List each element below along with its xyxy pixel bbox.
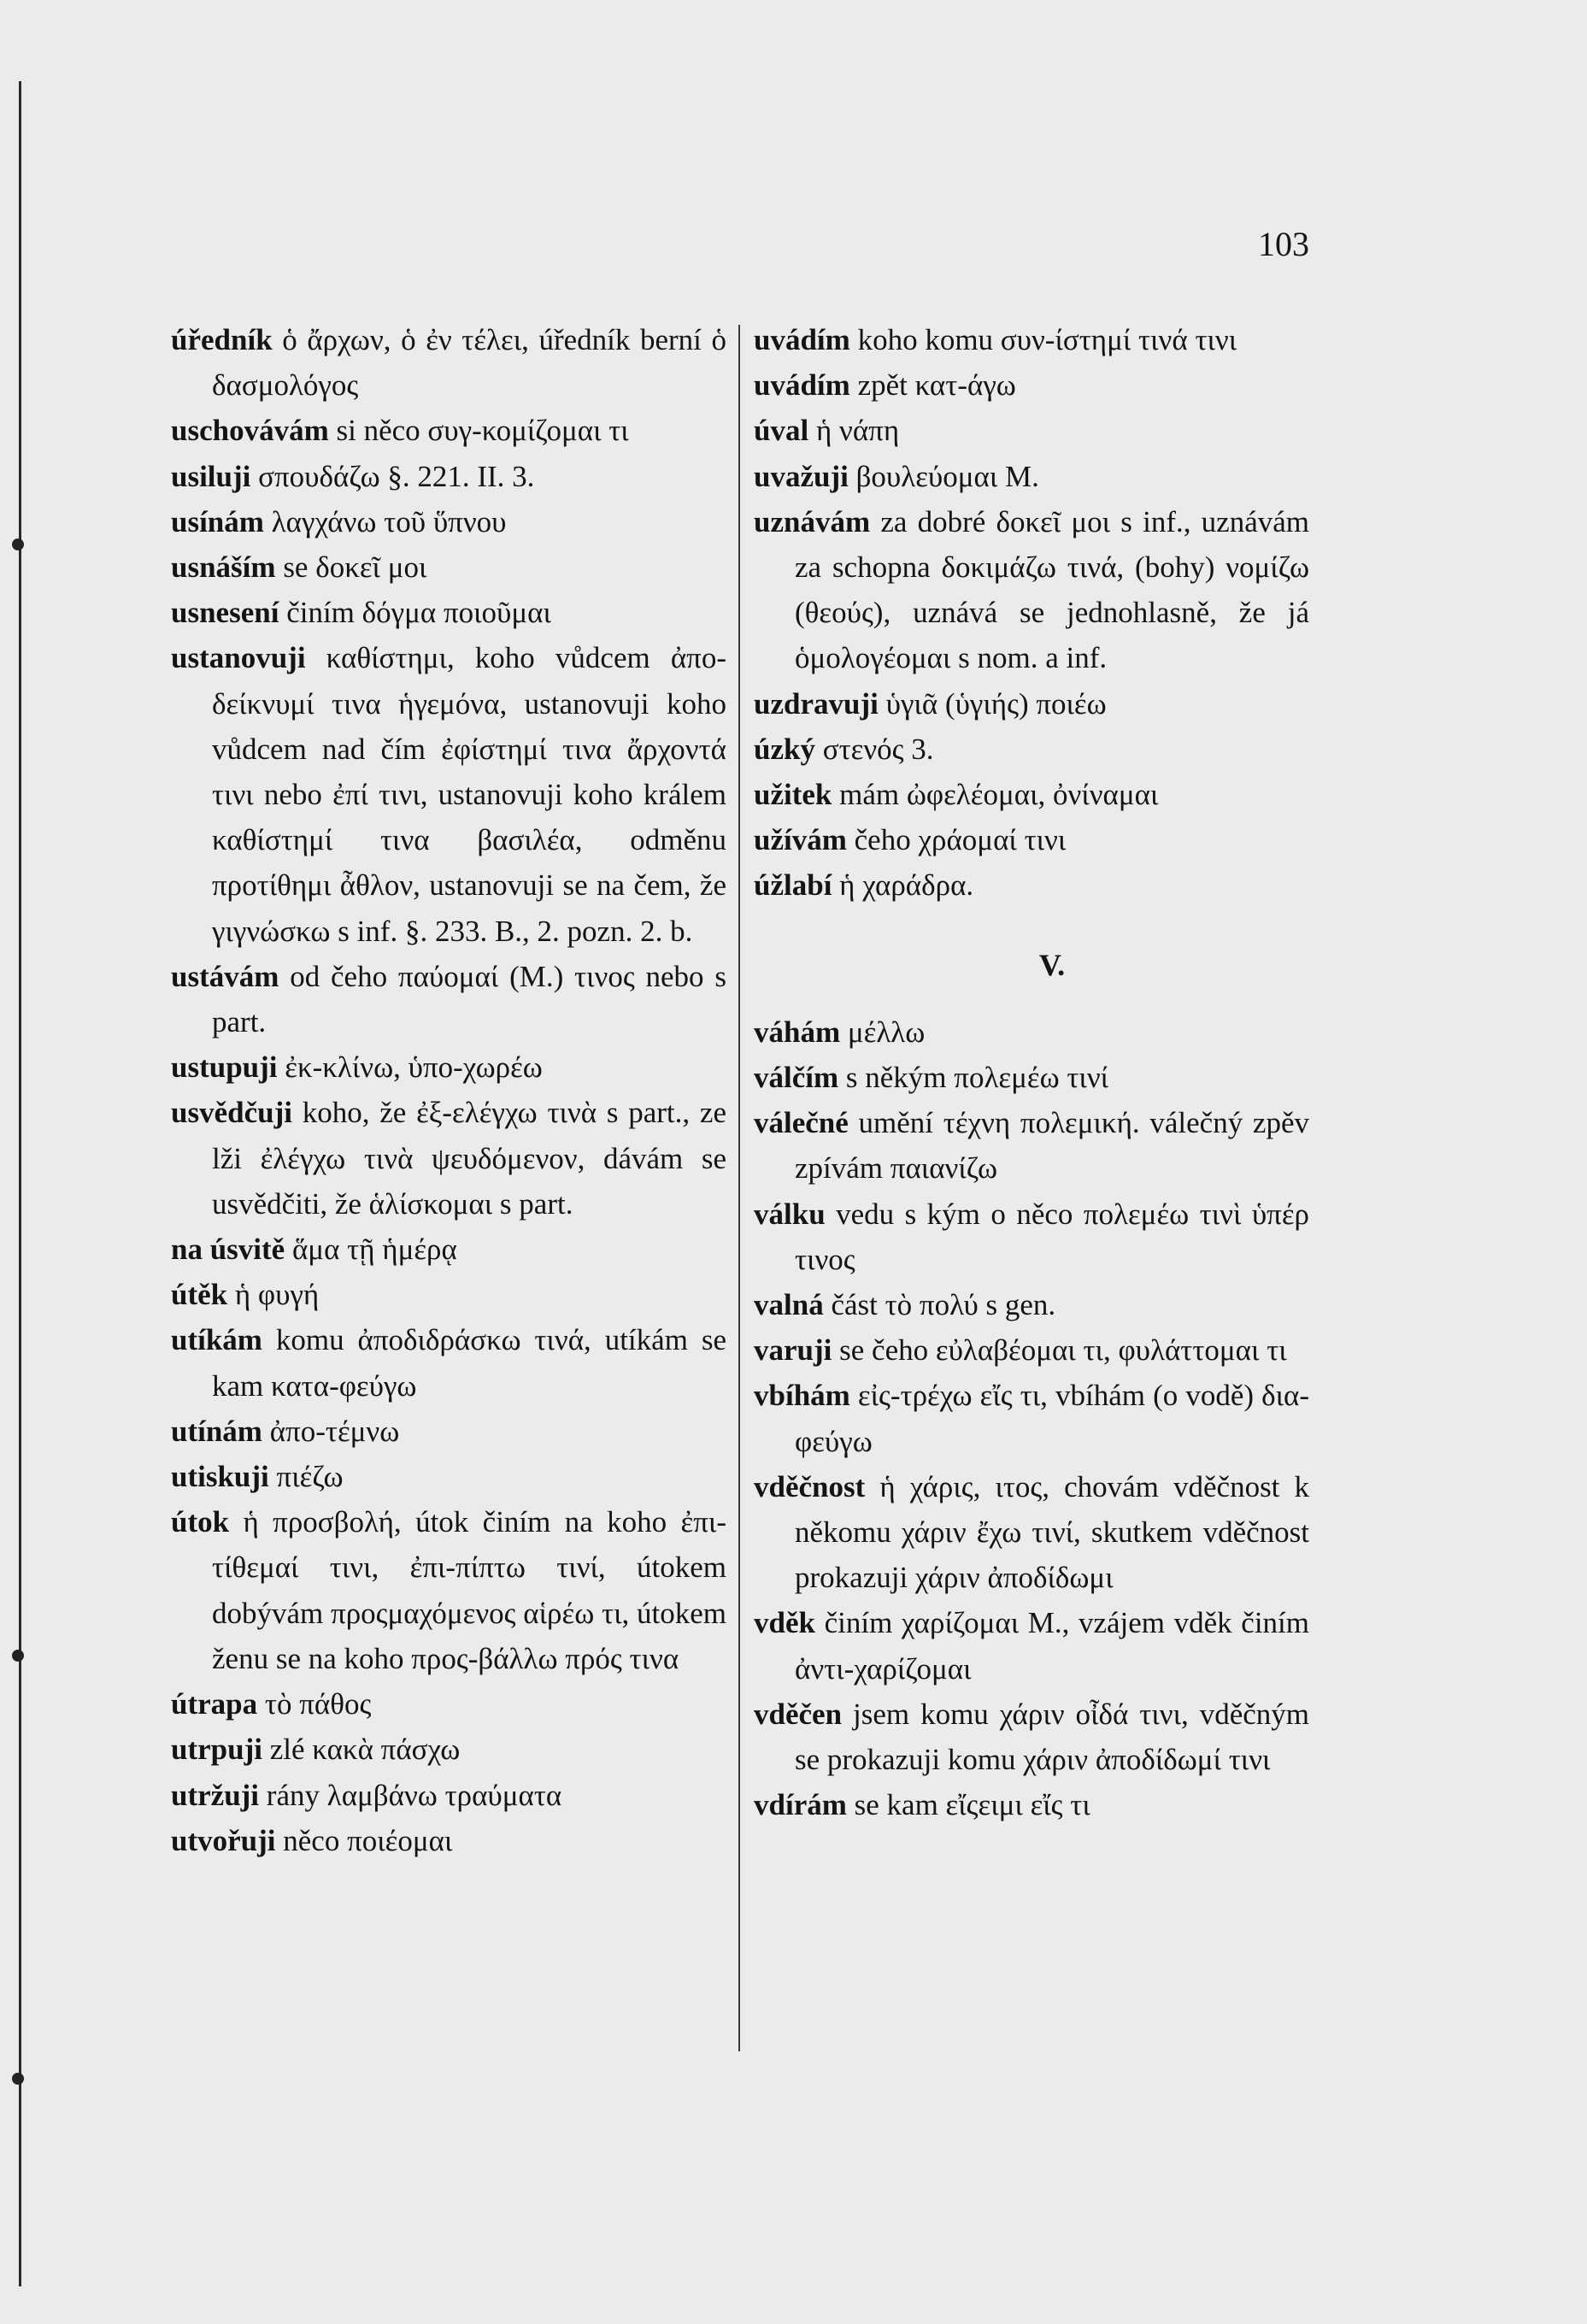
dictionary-entry	[754, 317, 1309, 362]
entry-definition: καθίστημι, koho vůdcem ἀπο-δείκνυμί τινα ἡγεμόνα, ustanovuji koho vůdcem nad čím ἐφίστημί τινα ἄρχοντά τινι nebo ἐπί τινι, ustanovuji koho králem καθίστημί τινα βασιλέα, odměnu προτίθημι ἆθλον, ustanovuji se na čem, že γιγνώσκω s inf. §. 233. B., 2. pozn. 2. b.	[212, 641, 726, 948]
entry-headword: usnáším	[171, 550, 276, 585]
entry-headword: užitek	[754, 778, 832, 812]
entry-headword: uvádím	[754, 323, 850, 356]
entry-definition: πιέζω	[268, 1460, 344, 1494]
dictionary-entry	[754, 1009, 1309, 1055]
dictionary-entry	[754, 1692, 1309, 1782]
entry-definition: ἡ χάρις, ιτος, chovám vděčnost k někomu χάριν ἔχω τινί, skutkem vděčnost prokazuji χάριν ἀποδίδωμι	[795, 1469, 1309, 1595]
dictionary-entry	[754, 1464, 1309, 1601]
entry-headword: vdírám	[754, 1788, 847, 1822]
dictionary-entry	[754, 1100, 1309, 1191]
dictionary-entry	[171, 1681, 726, 1727]
entry-headword: ustanovuji	[171, 641, 306, 675]
dictionary-entry	[171, 1727, 726, 1772]
entry-headword: utíkám	[171, 1323, 262, 1357]
entry-definition: zlé κακὰ πάσχω	[262, 1733, 461, 1767]
entry-headword: ustupuji	[171, 1050, 278, 1085]
page-number: 103	[1258, 225, 1309, 263]
entry-headword: na úsvitě	[171, 1233, 285, 1267]
binding-mark	[12, 1650, 24, 1662]
entry-headword: valná	[754, 1288, 824, 1322]
right-column	[754, 317, 1309, 1828]
entry-definition: umění τέχνη πολεμική. válečný zpěv zpívám παιανίζω	[795, 1106, 1309, 1186]
dictionary-entry	[171, 1773, 726, 1818]
dictionary-entry	[754, 454, 1309, 499]
entry-headword: vděčnost	[754, 1469, 866, 1503]
dictionary-entry	[171, 635, 726, 953]
entry-definition: τὸ πάθος	[257, 1687, 372, 1721]
dictionary-entry	[754, 408, 1309, 453]
entry-definition: ὁ ἄρχων, ὁ ἐν τέλει, úředník berní ὁ δασμολόγος	[212, 323, 726, 403]
entry-headword: úředník	[171, 323, 273, 356]
entry-definition: στενός 3.	[814, 732, 934, 766]
dictionary-entry	[171, 1818, 726, 1863]
entry-definition: ἀπο-τέμνω	[262, 1414, 400, 1448]
entry-headword: utínám	[171, 1414, 262, 1448]
entry-headword: útrapa	[171, 1687, 258, 1721]
dictionary-entry	[171, 1272, 726, 1317]
entry-definition: rány λαμβάνω τραύματα	[259, 1778, 562, 1812]
dictionary-entry	[754, 681, 1309, 727]
entry-definition: se kam εἴςειμι εἴς τι	[846, 1788, 1090, 1822]
entry-definition: za dobré δοκεῖ μοι s inf., uznávám za schopna δοκιμάζω τινά, (bohy) νομίζω (θεούς), uznává se jednohlasně, že já ὁμολογέομαι s nom. a inf.	[795, 504, 1309, 675]
binding-mark	[12, 538, 24, 550]
dictionary-entry	[171, 1499, 726, 1681]
entry-definition: zpět κατ-άγω	[849, 368, 1016, 403]
dictionary-entry	[171, 1090, 726, 1227]
entry-definition: mám ὠφελέομαι, ὀνίναμαι	[832, 778, 1159, 812]
entry-definition: μέλλω	[840, 1015, 926, 1049]
entry-definition: komu ἀποδιδράσκω τινά, utíkám se kam κατα-φεύγω	[212, 1323, 726, 1403]
dictionary-entry	[171, 1044, 726, 1090]
right-column-v-entries	[754, 1009, 1309, 1828]
dictionary-entry	[754, 817, 1309, 862]
dictionary-entry	[754, 1327, 1309, 1373]
entry-headword: uschovávám	[171, 414, 329, 448]
dictionary-entry	[171, 544, 726, 590]
entry-definition: βουλεύομαι M.	[848, 459, 1039, 493]
entry-headword: usvědčuji	[171, 1096, 292, 1130]
entry-definition: vedu s kým o něco πολεμέω τινὶ ὑπέρ τινος	[795, 1197, 1309, 1276]
left-column	[171, 317, 726, 1863]
entry-headword: úval	[754, 414, 809, 448]
dictionary-entry	[754, 1782, 1309, 1827]
entry-headword: útok	[171, 1505, 230, 1539]
entry-definition: činím χαρίζομαι M., vzájem vděk činím ἀντι-χαρίζομαι	[795, 1606, 1309, 1686]
entry-definition: εἰς-τρέχω εἴς τι, vbíhám (o vodě) δια-φεύγω	[795, 1379, 1309, 1458]
binding-mark	[12, 2073, 24, 2085]
dictionary-entry	[754, 499, 1309, 681]
dictionary-entry	[171, 1454, 726, 1499]
dictionary-entry	[754, 1373, 1309, 1463]
entry-definition: jsem komu χάριν οἶδά τινι, vděčným se prokazuji komu χάριν ἀποδίδωμί τινι	[795, 1697, 1309, 1777]
entry-definition: koho, že ἐξ-ελέγχω τινὰ s part., ze lži ἐλέγχω τινὰ ψευδόμενον, dávám se usvědčiti, že ἁλίσκομαι s part.	[212, 1096, 726, 1221]
entry-headword: utrpuji	[171, 1733, 262, 1767]
dictionary-entry	[754, 862, 1309, 908]
entry-headword: ustávám	[171, 959, 279, 993]
entry-definition: ἅμα τῇ ἡμέρᾳ	[285, 1233, 457, 1267]
dictionary-entry	[171, 590, 726, 635]
entry-headword: usínám	[171, 504, 264, 538]
entry-headword: uvádím	[754, 368, 850, 403]
entry-definition: se δοκεῖ μοι	[275, 550, 427, 585]
entry-headword: vbíhám	[754, 1379, 850, 1413]
entry-headword: usiluji	[171, 459, 251, 493]
dictionary-entry	[754, 1600, 1309, 1691]
entry-headword: užívám	[754, 823, 847, 857]
dictionary-entry	[171, 454, 726, 499]
entry-definition: ἡ φυγή	[227, 1278, 320, 1312]
entry-headword: utiskuji	[171, 1460, 269, 1494]
entry-definition: si něco συγ-κομίζομαι τι	[328, 414, 629, 448]
dictionary-entry	[754, 1055, 1309, 1100]
dictionary-entry	[754, 362, 1309, 408]
entry-definition: ἐκ-κλίνω, ὑπο-χωρέω	[277, 1050, 543, 1085]
column-divider	[738, 325, 740, 2051]
dictionary-entry	[754, 1191, 1309, 1282]
entry-definition: ὑγιᾶ (ὑγιής) ποιέω	[878, 686, 1107, 721]
entry-definition: ἡ προσβολή, útok činím na koho ἐπι-τίθεμαί τινι, ἐπι-πίπτω τινί, útokem dobývám προςμαχόμενος αἱρέω τι, útokem ženu se na koho προς-βάλλω πρός τινα	[212, 1505, 726, 1675]
dictionary-entry	[171, 408, 726, 453]
entry-definition: něco ποιέομαι	[275, 1823, 453, 1857]
entry-definition: od čeho παύομαί (M.) τινος nebo s part.	[212, 959, 726, 1039]
entry-definition: ἡ χαράδρα.	[832, 868, 974, 903]
dictionary-entry	[171, 499, 726, 544]
entry-definition: λαγχάνω τοῦ ὕπνου	[263, 504, 507, 538]
entry-headword: vděčen	[754, 1697, 843, 1731]
dictionary-entry	[754, 1282, 1309, 1327]
section-letter: V.	[1038, 947, 1066, 982]
entry-headword: uzdravuji	[754, 686, 879, 721]
dictionary-entry	[754, 772, 1309, 817]
entry-headword: úžlabí	[754, 868, 832, 903]
entry-definition: s někým πολεμέω τινί	[838, 1061, 1109, 1095]
entry-headword: vděk	[754, 1606, 815, 1640]
entry-headword: úzký	[754, 732, 815, 766]
entry-headword: uvažuji	[754, 459, 849, 493]
entry-headword: válku	[754, 1197, 826, 1231]
entry-definition: činím δόγμα ποιοῦμαι	[279, 596, 551, 630]
entry-definition: čeho χράομαί τινι	[846, 823, 1067, 857]
entry-definition: část τὸ πολύ s gen.	[823, 1288, 1056, 1322]
entry-headword: varuji	[754, 1333, 832, 1368]
entry-headword: utvořuji	[171, 1823, 276, 1857]
entry-headword: útěk	[171, 1278, 228, 1312]
binding-edge-line	[19, 81, 21, 2286]
dictionary-entry	[171, 954, 726, 1044]
entry-headword: váhám	[754, 1015, 841, 1049]
entry-definition: koho komu συν-ίστημί τινά τινι	[849, 323, 1237, 356]
entry-headword: válečné	[754, 1106, 849, 1140]
dictionary-entry	[171, 1227, 726, 1272]
dictionary-entry	[171, 1409, 726, 1454]
dictionary-entry	[171, 317, 726, 408]
entry-definition: ἡ νάπη	[808, 414, 900, 448]
entry-headword: utržuji	[171, 1778, 260, 1812]
entry-definition: σπουδάζω §. 221. II. 3.	[250, 459, 535, 493]
dictionary-entry	[171, 1317, 726, 1408]
dictionary-entry	[754, 727, 1309, 772]
entry-headword: usnesení	[171, 596, 279, 630]
entry-definition: se čeho εὐλαβέομαι τι, φυλάττομαι τι	[832, 1333, 1287, 1368]
right-column-u-entries	[754, 317, 1309, 909]
entry-headword: válčím	[754, 1061, 839, 1095]
entry-headword: uznávám	[754, 504, 871, 538]
